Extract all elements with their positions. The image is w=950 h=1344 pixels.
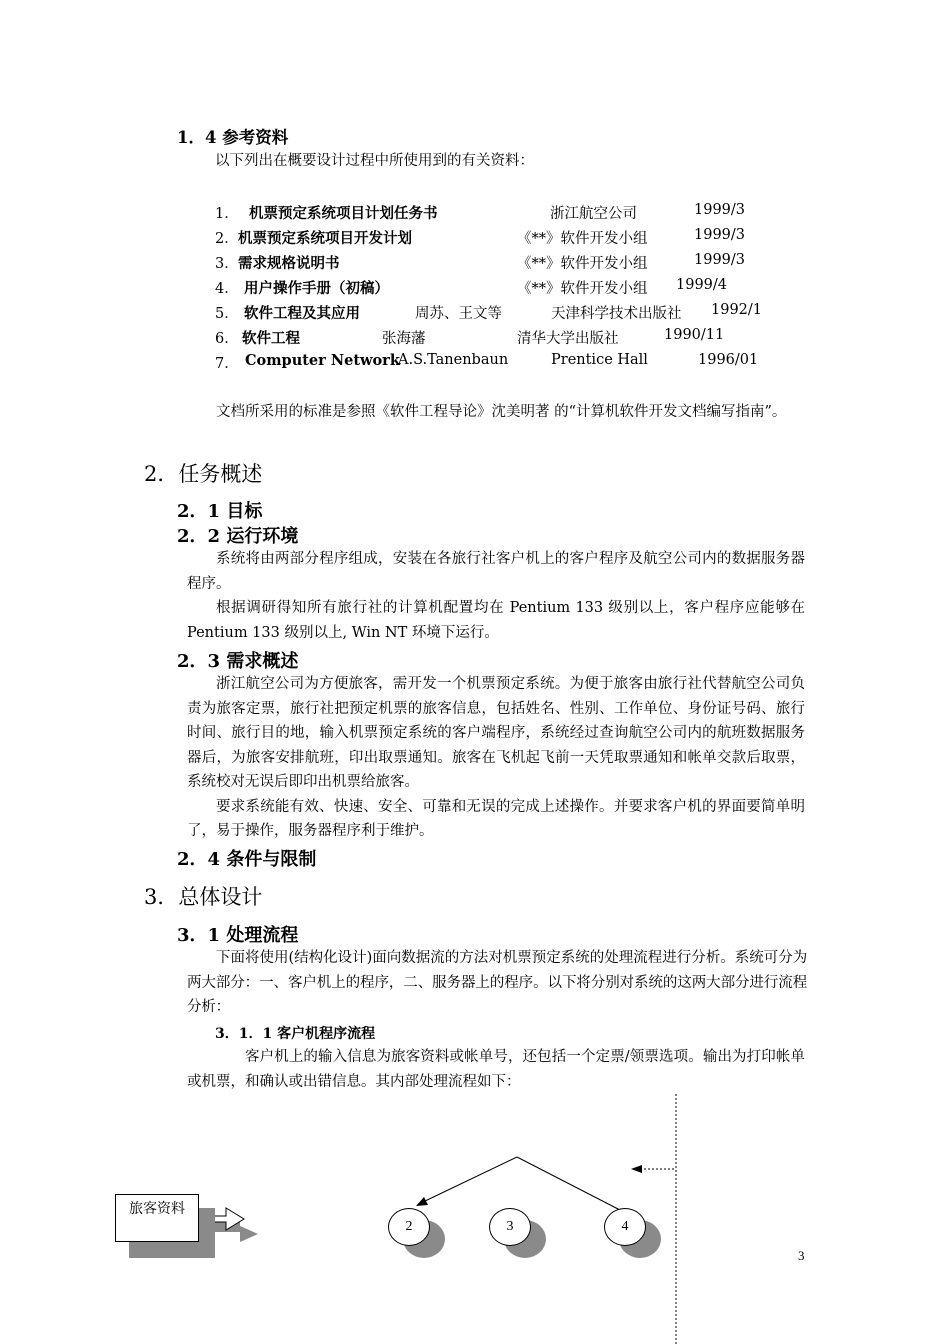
section-3-1-1-heading: 3．1．1 客户机程序流程 — [215, 1026, 376, 1042]
section-3-heading: 3．总体设计 — [144, 885, 263, 909]
flowchart-node-3: 3 — [489, 1208, 531, 1246]
ref-author: 周苏、王文等 — [415, 306, 502, 322]
section-1-4-intro: 以下列出在概要设计过程中所使用到的有关资料： — [215, 153, 534, 169]
ref-date: 1999/4 — [676, 277, 728, 293]
ref-publisher: 天津科学技术出版社 — [551, 306, 682, 322]
section-2-3-heading: 2．3 需求概述 — [177, 651, 299, 672]
input-box-label: 旅客资料 — [129, 1201, 185, 1217]
ref-publisher: 浙江航空公司 — [550, 206, 637, 222]
ref-publisher: 《**》软件开发小组 — [517, 281, 648, 297]
ref-publisher: 清华大学出版社 — [517, 331, 619, 347]
section-3-1-heading: 3．1 处理流程 — [177, 925, 299, 946]
ref-publisher: 《**》软件开发小组 — [517, 231, 648, 247]
ref-author: A.S.Tanenbaun — [398, 352, 509, 368]
ref-num: 4． — [215, 281, 239, 297]
ref-title: 机票预定系统项目开发计划 — [238, 230, 412, 247]
section-2-1-heading: 2．1 目标 — [177, 501, 263, 522]
ref-publisher: 《**》软件开发小组 — [517, 256, 648, 272]
ref-author: 张海藩 — [382, 331, 426, 347]
ref-num: 5． — [215, 306, 239, 322]
ref-date: 1996/01 — [698, 352, 759, 368]
ref-num: 3． — [215, 256, 239, 272]
ref-title: 用户操作手册（初稿） — [244, 280, 389, 297]
standard-paragraph: 文档所采用的标准是参照《软件工程导论》沈美明著 的“计算机软件开发文档编写指南”。 — [216, 404, 787, 420]
section-3-1-1-body: 客户机上的输入信息为旅客资料或帐单号，还包括一个定票/领票选项。输出为打印帐单或机票，和确认或出错信息。其内部处理流程如下： — [187, 1049, 805, 1090]
ref-title: 机票预定系统项目计划任务书 — [249, 205, 438, 222]
flowchart-node-2: 2 — [388, 1208, 430, 1246]
ref-title: 软件工程及其应用 — [244, 305, 360, 322]
page-number: 3 — [798, 1248, 805, 1263]
ref-date: 1990/11 — [664, 327, 725, 343]
ref-date: 1999/3 — [694, 252, 746, 268]
section-2-heading: 2．任务概述 — [144, 462, 263, 486]
section-2-4-heading: 2．4 条件与限制 — [177, 849, 317, 870]
section-2-3-body: 浙江航空公司为方便旅客，需开发一个机票预定系统。为便于旅客由旅行社代替航空公司负责为旅客定票，旅行社把预定机票的旅客信息，包括姓名、性别、工作单位、身份证号码、旅行时间、旅行目的地，输入机票预定系统的客户端程序，系统经过查询航空公司内的航班数据服务器后，为旅客安排航班，印出取票通知。旅客在飞机起飞前一天凭取票通知和帐单交款后取票，系统校对无误后即印出机票给旅客。 要求系统能有效、快速、安全、可靠和无误的完成上述操作。并要求客户机的界面要简单明了，易于操作，服务器程序利于维护。 — [187, 676, 805, 839]
ref-title: Computer Network — [245, 352, 400, 369]
ref-num: 1． — [215, 206, 239, 222]
ref-num: 2． — [215, 231, 239, 247]
section-3-1-body: 下面将使用(结构化设计)面向数据流的方法对机票预定系统的处理流程进行分析。系统可分为两大部分：一、客户机上的程序，二、服务器上的程序。以下将分别对系统的这两大部分进行流程分析： — [187, 950, 807, 1015]
ref-title: 需求规格说明书 — [238, 255, 340, 272]
flowchart-input-box — [115, 1194, 199, 1242]
ref-date: 1999/3 — [694, 227, 746, 243]
flowchart-node-4: 4 — [604, 1208, 646, 1246]
ref-title: 软件工程 — [242, 330, 300, 347]
ref-date: 1992/1 — [711, 302, 763, 318]
ref-date: 1999/3 — [694, 202, 746, 218]
section-2-2-heading: 2．2 运行环境 — [177, 526, 299, 547]
ref-num: 6． — [215, 331, 239, 347]
section-1-4-heading: 1．4 参考资料 — [177, 128, 289, 147]
ref-num: 7． — [215, 356, 239, 372]
ref-publisher: Prentice Hall — [551, 352, 648, 368]
section-2-2-body: 系统将由两部分程序组成，安装在各旅行社客户机上的客户程序及航空公司内的数据服务器程序。 根据调研得知所有旅行社的计算机配置均在 Pentium 133 级别以上，客户程序应能够在 Pentium 133 级别以上, Win NT 环境下运行。 — [187, 551, 805, 641]
